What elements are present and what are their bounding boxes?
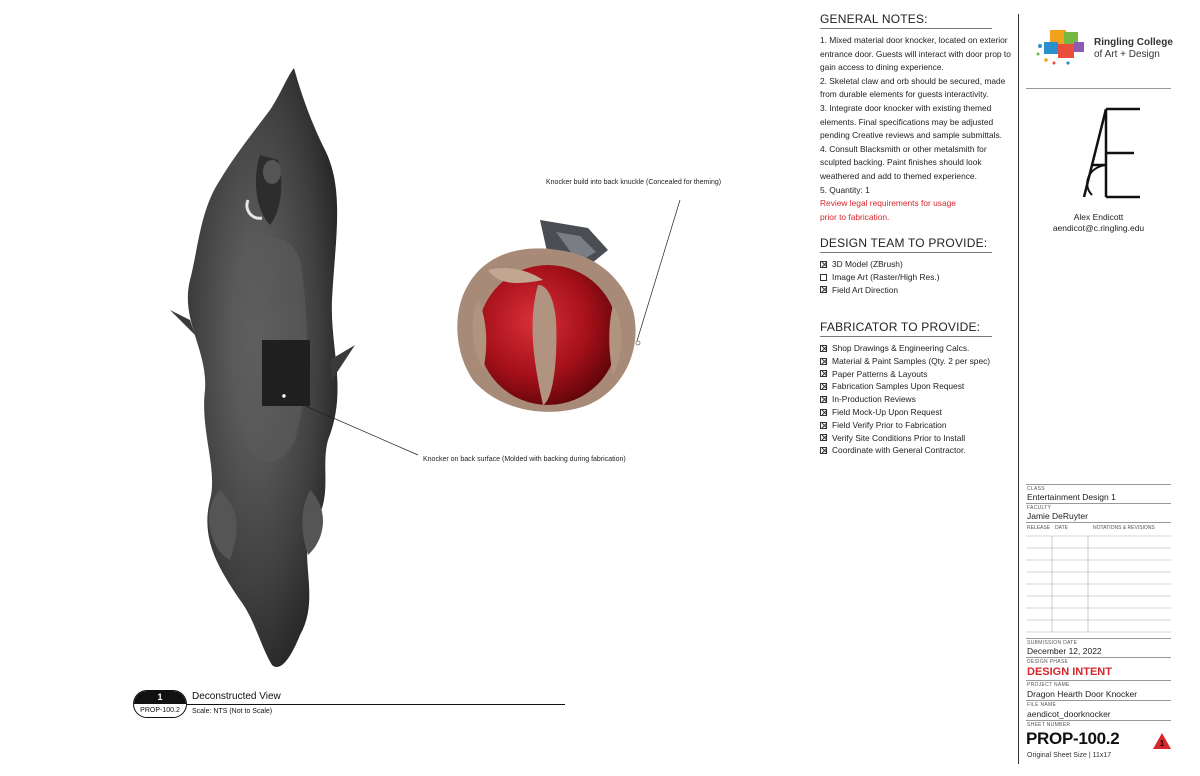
fabricator-section xyxy=(820,320,1015,457)
checkbox-checked xyxy=(820,286,827,293)
fabricator-title: FABRICATOR TO PROVIDE: xyxy=(820,320,981,334)
callout-back-surface: Knocker on back surface (Molded with backing during fabrication) xyxy=(423,456,626,463)
checkbox-checked xyxy=(820,370,827,377)
view-label xyxy=(133,690,573,720)
title-block-rule xyxy=(1026,88,1171,89)
designer-name: Alex Endicott xyxy=(1073,212,1124,222)
checkbox-checked xyxy=(820,409,827,416)
note-3: 3. Integrate door knocker with existing themed elements. Final specifications may be adjusted pending Creative reviews and sample submittals. xyxy=(820,102,1003,141)
school-name: Ringling College xyxy=(1094,37,1173,48)
checklist-item: Paper Patterns & Layouts xyxy=(820,368,1015,381)
school-name-line2: of Art + Design xyxy=(1094,49,1160,60)
school-logo-icon xyxy=(1034,28,1088,68)
checkbox-checked xyxy=(820,383,827,390)
design-team-title: DESIGN TEAM TO PROVIDE: xyxy=(820,236,988,250)
view-title: Deconstructed View xyxy=(192,691,281,702)
faculty-label: FACULTY xyxy=(1027,505,1052,511)
release-header: RELEASE xyxy=(1027,525,1051,531)
submission-value: December 12, 2022 xyxy=(1027,646,1102,656)
note-4: 4. Consult Blacksmith or other metalsmith for sculpted backing. Paint finishes should look weathered and add to themed experience. xyxy=(820,143,987,181)
view-title-rule xyxy=(187,704,565,705)
view-scale: Scale: NTS (Not to Scale) xyxy=(192,708,273,715)
checklist-item: Image Art (Raster/High Res.) xyxy=(820,271,1015,284)
checklist-item: Shop Drawings & Engineering Calcs. xyxy=(820,342,1015,355)
date-header: DATE xyxy=(1055,525,1068,531)
checkbox-unchecked xyxy=(820,274,827,281)
project-value: Dragon Hearth Door Knocker xyxy=(1027,689,1138,699)
view-sheet-ref: PROP-100.2 xyxy=(140,707,180,714)
designer-email: aendicot@c.ringling.edu xyxy=(1052,223,1145,233)
checklist-item: Verify Site Conditions Prior to Install xyxy=(820,432,1015,445)
legal-note: Review legal requirements for usage prior to fabrication. xyxy=(820,198,956,222)
file-label: FILE NAME xyxy=(1027,702,1057,708)
faculty-value: Jamie DeRuyter xyxy=(1027,511,1088,521)
note-5: 5. Quantity: 1 xyxy=(820,184,870,195)
checkbox-checked xyxy=(820,447,827,454)
design-team-section xyxy=(820,236,1015,296)
checkbox-checked xyxy=(820,261,827,268)
checklist-item: In-Production Reviews xyxy=(820,393,1015,406)
sheet-size: Original Sheet Size | 11x17 xyxy=(1027,752,1112,759)
checklist-item: Field Art Direction xyxy=(820,284,1015,297)
checkbox-checked xyxy=(820,422,827,429)
phase-value: DESIGN INTENT xyxy=(1027,666,1112,678)
designer-monogram-logo xyxy=(1078,105,1148,201)
checklist-item: 3D Model (ZBrush) xyxy=(820,258,1015,271)
checkbox-checked xyxy=(820,345,827,352)
class-value: Entertainment Design 1 xyxy=(1027,492,1116,502)
file-value: aendicot_doorknocker xyxy=(1027,709,1111,719)
submission-label: SUBMISSION DATE xyxy=(1027,640,1078,646)
revision-mark: 1 xyxy=(1159,739,1165,748)
checkbox-checked xyxy=(820,434,827,441)
revisions-table xyxy=(1026,532,1172,636)
project-label: PROJECT NAME xyxy=(1027,682,1070,688)
note-1: 1. Mixed material door knocker, located on exterior entrance door. Guests will interact with door prop to gain access to dining experience. xyxy=(820,35,1011,73)
class-label: CLASS xyxy=(1027,486,1045,492)
sheet-label: SHEET NUMBER xyxy=(1027,722,1071,728)
checklist-item: Field Mock-Up Upon Request xyxy=(820,406,1015,419)
general-notes-title: GENERAL NOTES: xyxy=(820,12,928,26)
checklist-item: Material & Paint Samples (Qty. 2 per spec) xyxy=(820,355,1015,368)
callout-knuckle: Knocker build into back knuckle (Concealed for theming) xyxy=(546,179,722,186)
general-notes xyxy=(820,12,1015,224)
notations-header: NOTATIONS & REVISIONS xyxy=(1093,525,1155,531)
sheet-number: PROP-100.2 xyxy=(1026,729,1120,748)
phase-label: DESIGN PHASE xyxy=(1027,659,1069,665)
title-block-border xyxy=(1018,14,1019,764)
note-2: 2. Skeletal claw and orb should be secured, made from durable elements for guests interactivity. xyxy=(820,75,1006,100)
checkbox-checked xyxy=(820,358,827,365)
checklist-item: Coordinate with General Contractor. xyxy=(820,444,1015,457)
checklist-item: Fabrication Samples Upon Request xyxy=(820,380,1015,393)
checkbox-checked xyxy=(820,396,827,403)
view-number: 1 xyxy=(134,691,186,704)
checklist-item: Field Verify Prior to Fabrication xyxy=(820,419,1015,432)
